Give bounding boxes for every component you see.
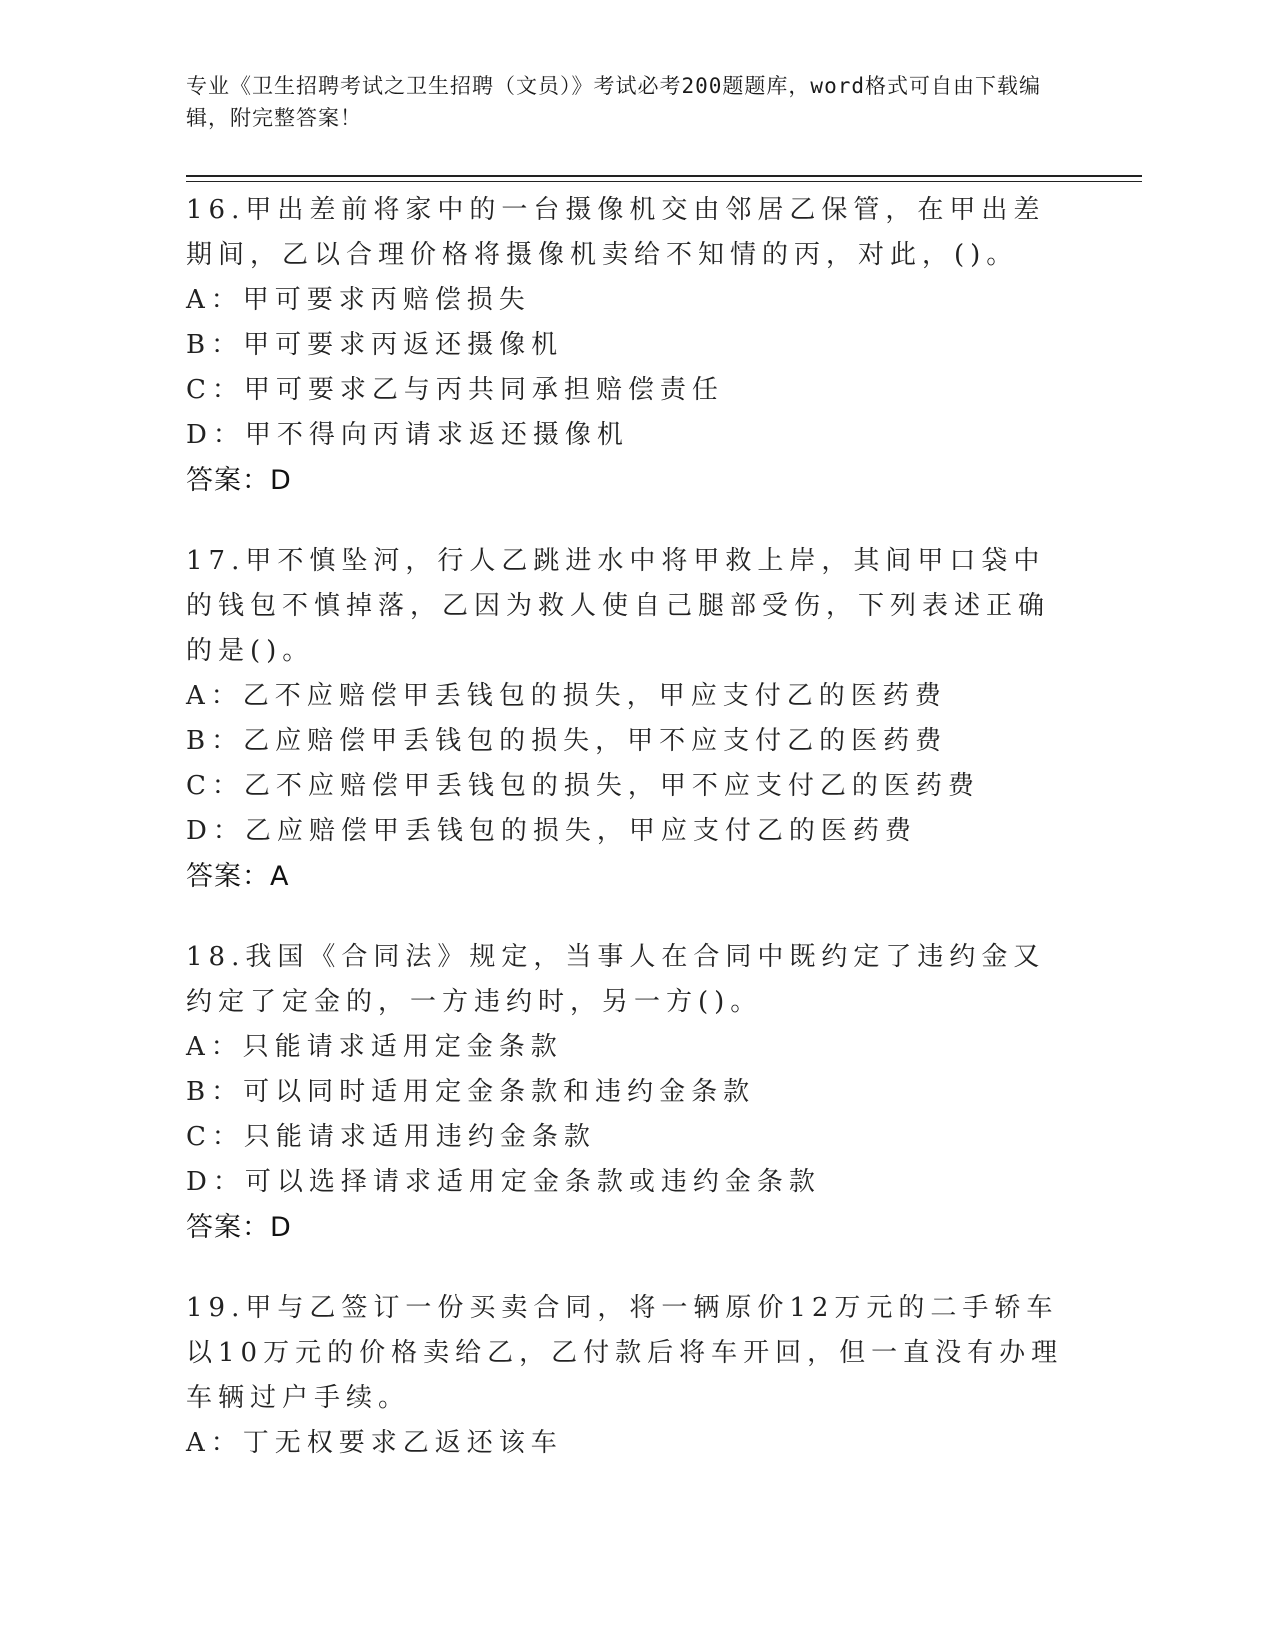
option-c: C：甲可要求乙与丙共同承担赔偿责任 (186, 375, 724, 405)
question-stem: 19.甲与乙签订一份买卖合同，将一辆原价12万元的二手轿车以10万元的价格卖给乙，乙付款后将车开回，但一直没有办理车辆过户手续。 (186, 1293, 1064, 1413)
header-divider (186, 175, 1142, 177)
answer-label: 答案：A (186, 861, 290, 892)
document-header: 专业《卫生招聘考试之卫生招聘（文员）》考试必考200题题库，word格式可自由下载编辑，附完整答案！ (186, 74, 1041, 130)
option-c: C：乙不应赔偿甲丢钱包的损失，甲不应支付乙的医药费 (186, 771, 980, 801)
question-stem: 18.我国《合同法》规定，当事人在合同中既约定了违约金又约定了定金的，一方违约时，另一方()。 (186, 942, 1046, 1017)
option-d: D：乙应赔偿甲丢钱包的损失，甲应支付乙的医药费 (186, 816, 917, 846)
question-18 (186, 935, 1066, 1250)
question-stem: 16.甲出差前将家中的一台摄像机交由邻居乙保管，在甲出差期间，乙以合理价格将摄像机卖给不知情的丙，对此，()。 (186, 195, 1046, 270)
option-b: B：可以同时适用定金条款和违约金条款 (186, 1077, 756, 1107)
option-a: A：丁无权要求乙返还该车 (186, 1428, 563, 1458)
answer-label: 答案：D (186, 465, 292, 496)
option-a: A：甲可要求丙赔偿损失 (186, 285, 531, 315)
question-list (186, 188, 1066, 1502)
option-c: C：只能请求适用违约金条款 (186, 1122, 596, 1152)
option-d: D：可以选择请求适用定金条款或违约金条款 (186, 1167, 821, 1197)
question-stem: 17.甲不慎坠河，行人乙跳进水中将甲救上岸，其间甲口袋中的钱包不慎掉落，乙因为救人使自己腿部受伤，下列表述正确的是()。 (186, 546, 1051, 666)
option-d: D：甲不得向丙请求返还摄像机 (186, 420, 629, 450)
header-divider-thin (186, 181, 1142, 182)
option-a: A：乙不应赔偿甲丢钱包的损失，甲应支付乙的医药费 (186, 681, 947, 711)
answer-label: 答案：D (186, 1212, 292, 1243)
question-19 (186, 1286, 1066, 1466)
option-b: B：乙应赔偿甲丢钱包的损失，甲不应支付乙的医药费 (186, 726, 948, 756)
question-17 (186, 539, 1066, 899)
option-b: B：甲可要求丙返还摄像机 (186, 330, 564, 360)
option-a: A：只能请求适用定金条款 (186, 1032, 563, 1062)
question-16 (186, 188, 1066, 503)
